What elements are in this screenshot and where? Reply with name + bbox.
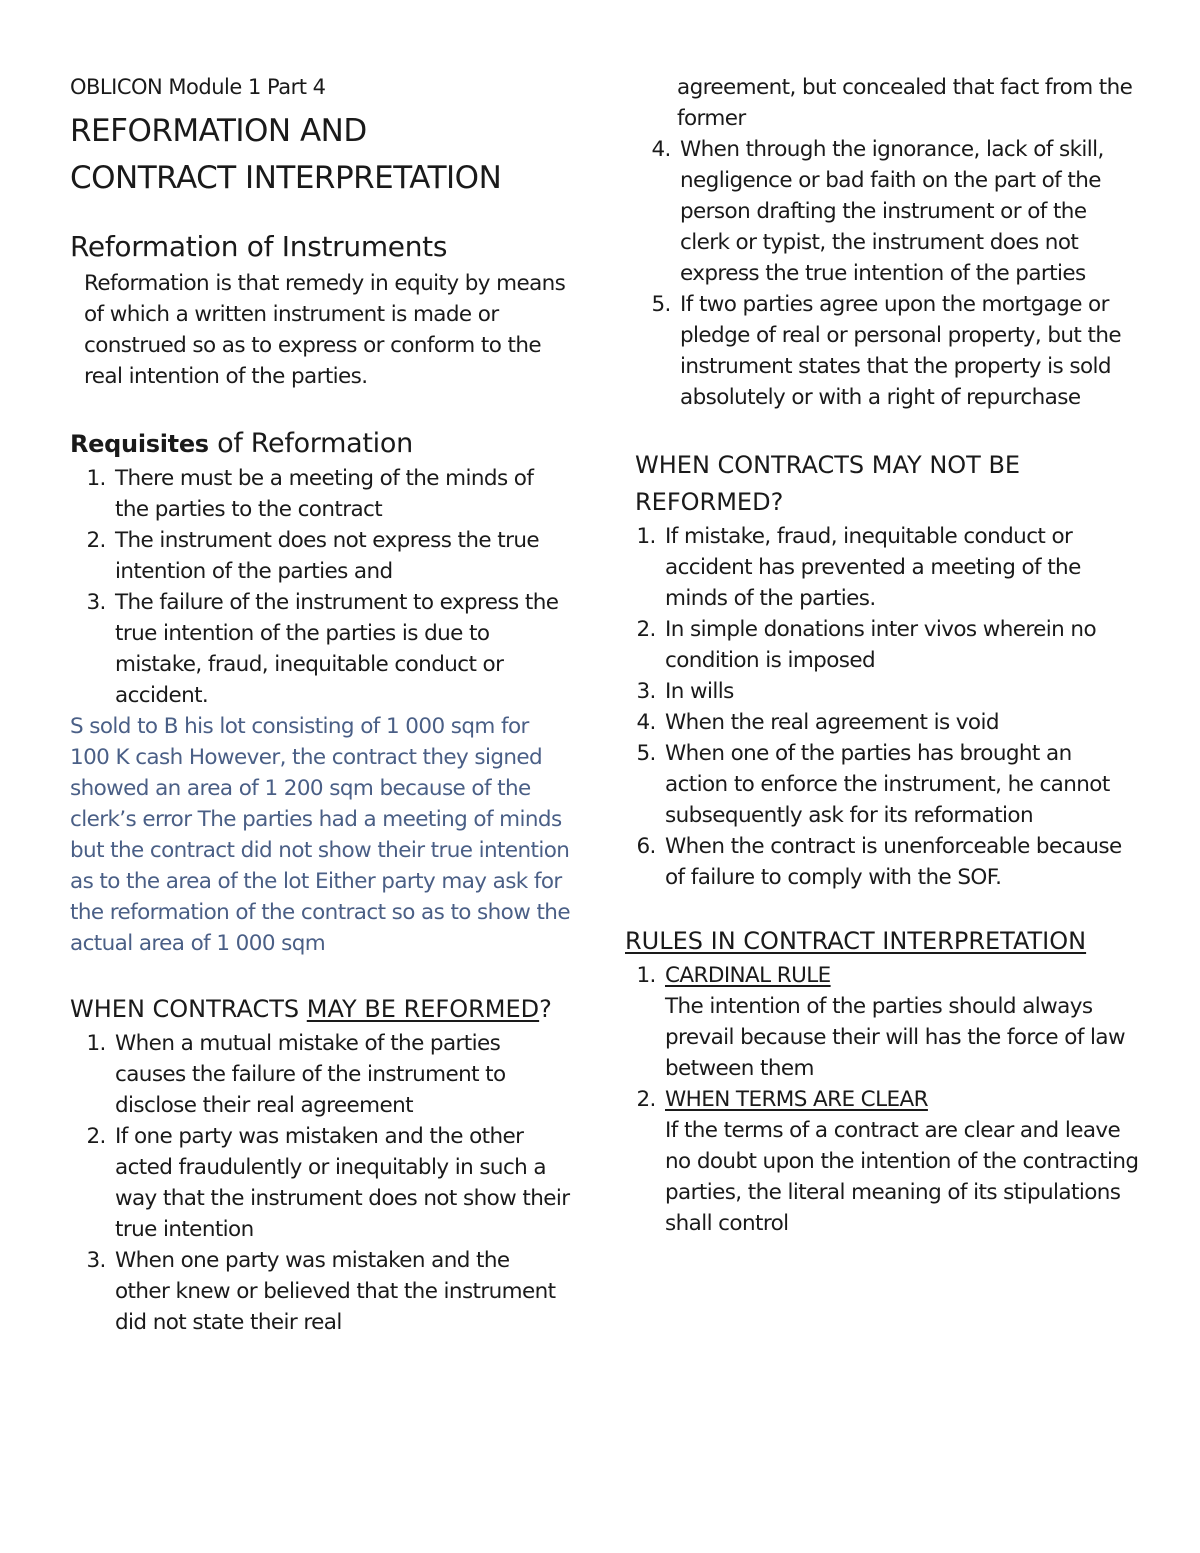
heading-part: ? (539, 995, 552, 1023)
list-item: 3. In wills (662, 676, 1140, 707)
rules-list (625, 960, 1140, 1239)
list-item: 1. There must be a meeting of the minds of the parties to the contract (112, 463, 570, 525)
rule-title: WHEN TERMS ARE CLEAR (665, 1087, 928, 1112)
right-column (625, 70, 1140, 1239)
list-item: 3. The failure of the instrument to express the true intention of the parties is due to mistake, fraud, inequitable conduct or accident. (112, 587, 570, 711)
list-item: 6. When the contract is unenforceable because of failure to comply with the SOF. (662, 831, 1140, 893)
list-item: 4. When through the ignorance, lack of skill, negligence or bad faith on the part of the person drafting the instrument or of the clerk or typist, the instrument does not express the true intention of the parties (677, 134, 1140, 289)
rules-heading (625, 923, 1140, 960)
list-item: 1. When a mutual mistake of the parties causes the failure of the instrument to disclose their real agreement (112, 1028, 570, 1121)
may-be-reformed-list-cont (625, 134, 1140, 413)
list-item: 5. When one of the parties has brought an action to enforce the instrument, he cannot subsequently ask for its reformation (662, 738, 1140, 831)
list-item: 1. If mistake, fraud, inequitable conduct or accident has prevented a meeting of the minds of the parties. (662, 521, 1140, 614)
rules-heading-text: RULES IN CONTRACT INTERPRETATION (625, 927, 1087, 955)
requisites-heading (70, 426, 570, 461)
doc-title-line2: CONTRACT INTERPRETATION (70, 160, 502, 196)
section-reformation-heading: Reformation of Instruments (70, 230, 448, 263)
rule-title: CARDINAL RULE (665, 963, 831, 988)
example-paragraph: S sold to B his lot consisting of 1 000 sqm for 100 K cash However, the contract they signed showed an area of 1 200 sqm because of the clerk’s error The parties had a meeting of minds but the contract did not show their true intention as to the area of the lot Either party may ask for the reformation of the contract so as to show the actual area of 1 000 sqm (70, 714, 570, 956)
reformation-definition: Reformation is that remedy in equity by means of which a written instrument is made or construed so as to express or conform to the real intention of the parties. (84, 271, 566, 389)
heading-part: WHEN CONTRACTS (70, 995, 307, 1023)
list-item: 5. If two parties agree upon the mortgage or pledge of real or personal property, but the instrument states that the property is sold absolutely or with a right of repurchase (677, 289, 1140, 413)
may-be-reformed-list (70, 1028, 570, 1338)
list-item (662, 1084, 1140, 1239)
list-item: 2. If one party was mistaken and the other acted fraudulently or inequitably in such a way that the instrument does not show their true intention (112, 1121, 570, 1245)
requisites-bold: Requisites (70, 430, 209, 458)
list-item (662, 960, 1140, 1084)
may-not-be-reformed-heading: WHEN CONTRACTS MAY NOT BE REFORMED? (635, 451, 1021, 516)
continued-item-text: agreement, but concealed that fact from the former (677, 75, 1133, 131)
module-label: OBLICON Module 1 Part 4 (70, 75, 326, 99)
left-column (70, 70, 570, 1338)
requisites-rest: of Reformation (208, 428, 413, 459)
list-item: 3. When one party was mistaken and the other knew or believed that the instrument did not state their real (112, 1245, 570, 1338)
list-item: 2. In simple donations inter vivos wherein no condition is imposed (662, 614, 1140, 676)
rule-text: If the terms of a contract are clear and leave no doubt upon the intention of the contracting parties, the literal meaning of its stipulations shall control (665, 1118, 1139, 1236)
requisites-list (70, 463, 570, 711)
may-be-reformed-heading (70, 991, 570, 1028)
list-item: 2. The instrument does not express the true intention of the parties and (112, 525, 570, 587)
may-not-be-reformed-list (625, 521, 1140, 893)
list-item: 4. When the real agreement is void (662, 707, 1140, 738)
rule-text: The intention of the parties should always prevail because their will has the force of law between them (665, 994, 1125, 1081)
doc-title-line1: REFORMATION AND (70, 113, 367, 149)
heading-underlined: MAY BE REFORMED (306, 995, 540, 1023)
